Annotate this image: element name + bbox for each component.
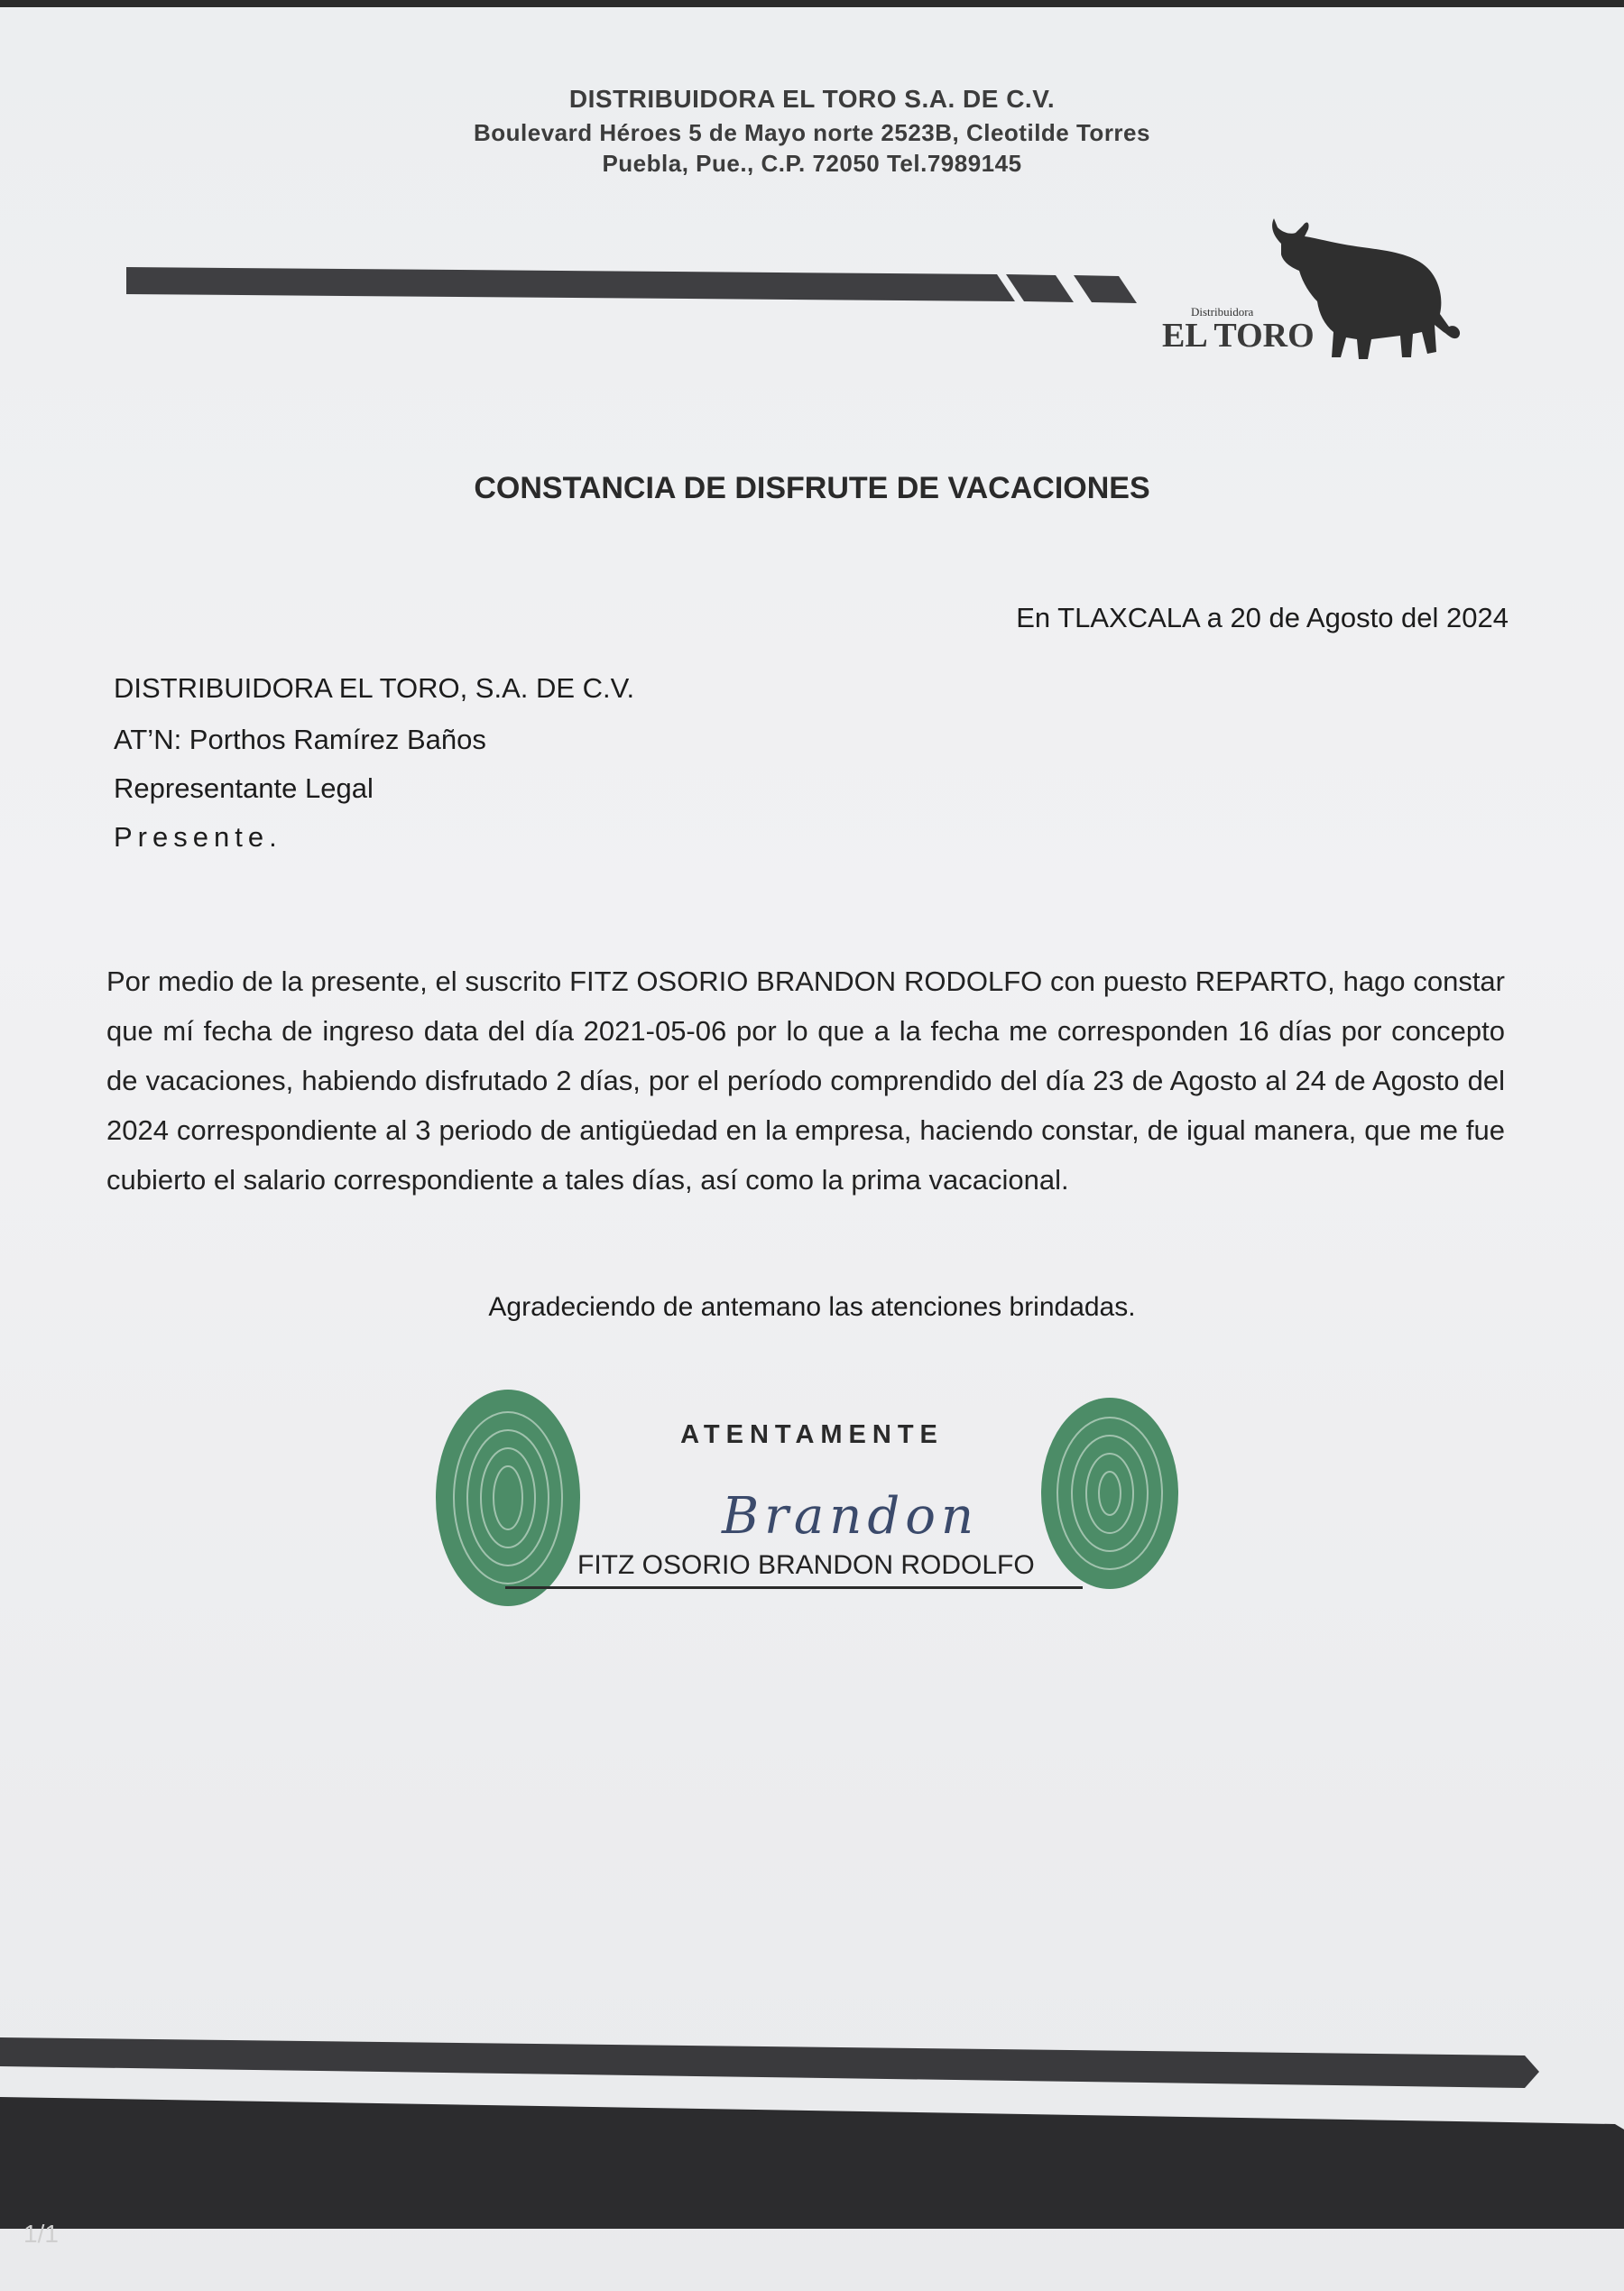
recipient-company: DISTRIBUIDORA EL TORO, S.A. DE C.V.: [114, 672, 635, 704]
signer-name: FITZ OSORIO BRANDON RODOLFO: [577, 1550, 1035, 1580]
header-bar-main: [126, 267, 1015, 301]
closing-line: Agradeciendo de antemano las atenciones brindadas.: [488, 1292, 1136, 1322]
footer-band: [0, 2021, 1624, 2229]
recipient-attention: AT’N: Porthos Ramírez Baños: [114, 724, 486, 755]
company-logo: [1146, 208, 1480, 379]
company-address-line2: Puebla, Pue., C.P. 72050 Tel.7989145: [602, 150, 1022, 177]
body-paragraph: Por medio de la presente, el suscrito FITZ OSORIO BRANDON RODOLFO con puesto REPARTO, hago constar que mí fecha de ingreso data del día 2021-05-06 por lo que a la fecha me corresponden 16 días por concepto de vacaciones, habiendo disfrutado 2 días, por el período comprendido del día 23 de Agosto al 24 de Agosto del 2024 correspondiente al 3 periodo de antigüedad en la empresa, haciendo constar, de igual manera, que me fue cubierto el salario correspondiente a tales días, así como la prima vacacional.: [106, 965, 1505, 1196]
recipient-presente: Presente.: [114, 821, 282, 853]
logo-main-text: EL TORO: [1162, 317, 1315, 355]
document-title: CONSTANCIA DE DISFRUTE DE VACACIONES: [474, 471, 1150, 505]
fingerprint-left-icon: [431, 1385, 585, 1611]
footer-stripe-thin: [0, 2037, 1539, 2088]
header-bar-segment-2: [1074, 275, 1137, 303]
header-divider-bar: [126, 262, 1146, 307]
company-address-line1: Boulevard Héroes 5 de Mayo norte 2523B, Cleotilde Torres: [474, 119, 1150, 146]
footer-stripe-thick: [0, 2097, 1624, 2229]
header-bar-segment-1: [1006, 274, 1074, 302]
date-line: En TLAXCALA a 20 de Agosto del 2024: [1016, 602, 1509, 633]
top-edge-band: [0, 0, 1624, 7]
signature-line: [505, 1586, 1083, 1589]
handwritten-signature: Brandon: [722, 1487, 980, 1546]
page-number: 1/1: [23, 2220, 59, 2248]
company-name: DISTRIBUIDORA EL TORO S.A. DE C.V.: [568, 85, 1056, 113]
recipient-role: Representante Legal: [114, 772, 374, 804]
signature-label: ATENTAMENTE: [680, 1420, 944, 1449]
logo-small-text: Distribuidora: [1191, 305, 1254, 319]
